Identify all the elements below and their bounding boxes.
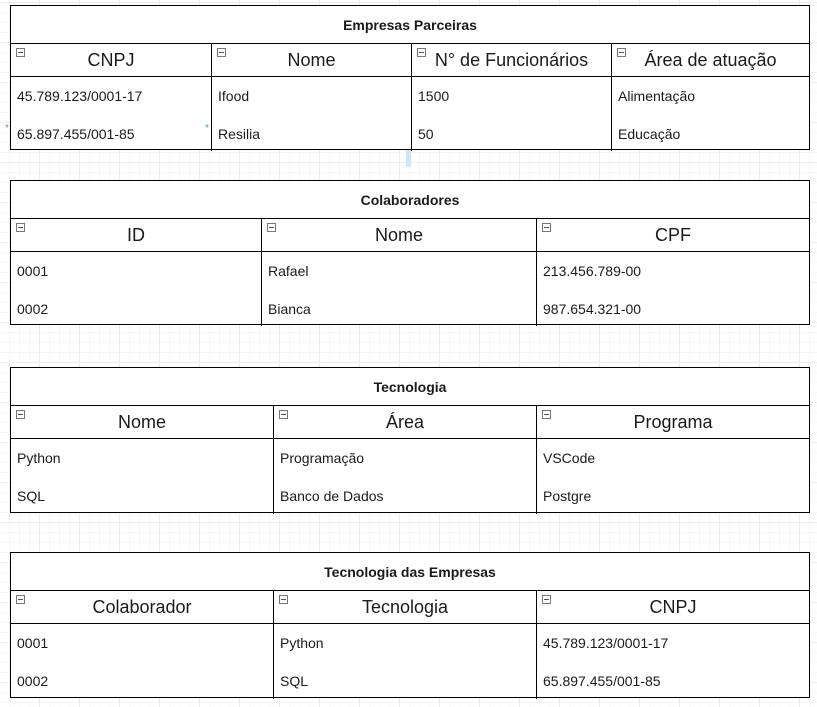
entity-title: Tecnologia — [11, 368, 809, 406]
collapse-icon[interactable] — [16, 48, 25, 57]
column-area[interactable] — [273, 406, 536, 514]
column-nome[interactable] — [211, 44, 411, 151]
column-area-atuacao[interactable] — [611, 44, 809, 151]
collapse-icon[interactable] — [217, 48, 226, 57]
column-header: CPF — [655, 224, 691, 245]
column-cnpj[interactable] — [11, 44, 211, 151]
collapse-icon[interactable] — [542, 223, 551, 232]
table-cell: Alimentação — [618, 88, 696, 104]
entity-colaboradores[interactable] — [10, 180, 810, 325]
entity-title: Empresas Parceiras — [11, 6, 809, 44]
column-cpf[interactable] — [536, 219, 809, 326]
table-cell: Postgre — [543, 488, 592, 504]
table-cell: 0001 — [17, 263, 49, 279]
entity-empresas-parceiras[interactable] — [10, 5, 810, 150]
table-cell: Bianca — [268, 301, 311, 317]
table-cell: Resilia — [218, 126, 261, 142]
column-header: CNPJ — [87, 49, 135, 70]
collapse-icon[interactable] — [617, 48, 626, 57]
column-header: Nome — [287, 49, 336, 70]
table-cell: 45.789.123/0001-17 — [17, 88, 143, 104]
table-cell: Python — [280, 635, 324, 651]
collapse-icon[interactable] — [542, 410, 551, 419]
table-cell: 0001 — [17, 635, 49, 651]
collapse-icon[interactable] — [16, 410, 25, 419]
column-id[interactable] — [11, 219, 261, 326]
column-header: Nome — [117, 411, 166, 432]
table-cell: 65.897.455/001-85 — [17, 126, 135, 142]
table-cell: 65.897.455/001-85 — [543, 673, 661, 689]
collapse-icon[interactable] — [279, 410, 288, 419]
table-cell: VSCode — [543, 450, 596, 466]
table-cell: 0002 — [17, 673, 49, 689]
column-header: ID — [127, 224, 145, 245]
entity-tecnologia-das-empresas[interactable] — [10, 552, 810, 698]
table-cell: 1500 — [418, 88, 450, 104]
table-cell: 45.789.123/0001-17 — [543, 635, 669, 651]
column-programa[interactable] — [536, 406, 809, 514]
collapse-icon[interactable] — [279, 595, 288, 604]
collapse-icon[interactable] — [417, 48, 426, 57]
column-header: Colaborador — [92, 596, 192, 617]
table-cell: Banco de Dados — [280, 488, 384, 504]
table-cell: 987.654.321-00 — [543, 301, 642, 317]
entity-title: Colaboradores — [11, 181, 809, 219]
table-cell: SQL — [280, 673, 309, 689]
connector-endpoint-icon[interactable]: * — [5, 123, 9, 134]
table-cell: SQL — [17, 488, 46, 504]
collapse-icon[interactable] — [267, 223, 276, 232]
column-header: Programa — [633, 411, 713, 432]
column-nome[interactable] — [261, 219, 536, 326]
column-header: Área de atuação — [644, 49, 777, 70]
table-cell: 50 — [418, 126, 434, 142]
table-cell: Ifood — [218, 88, 250, 104]
connector-endpoint-icon[interactable]: * — [205, 123, 209, 134]
column-cnpj[interactable] — [536, 591, 809, 699]
column-header: Área — [385, 411, 425, 432]
entity-title: Tecnologia das Empresas — [11, 553, 809, 591]
column-header: Tecnologia — [361, 596, 449, 617]
table-cell: Python — [17, 450, 61, 466]
collapse-icon[interactable] — [16, 223, 25, 232]
column-header: CNPJ — [649, 596, 697, 617]
column-nome[interactable] — [11, 406, 273, 514]
table-cell: Rafael — [268, 263, 309, 279]
collapse-icon[interactable] — [16, 595, 25, 604]
column-colaborador[interactable] — [11, 591, 273, 699]
collapse-icon[interactable] — [542, 595, 551, 604]
table-cell: 213.456.789-00 — [543, 263, 642, 279]
column-funcionarios[interactable] — [411, 44, 611, 151]
table-cell: Educação — [618, 126, 681, 142]
column-header: Nome — [374, 224, 423, 245]
column-tecnologia[interactable] — [273, 591, 536, 699]
entity-tecnologia[interactable] — [10, 367, 810, 513]
table-cell: 0002 — [17, 301, 49, 317]
table-cell: Programação — [280, 450, 365, 466]
column-header: N° de Funcionários — [434, 49, 589, 70]
